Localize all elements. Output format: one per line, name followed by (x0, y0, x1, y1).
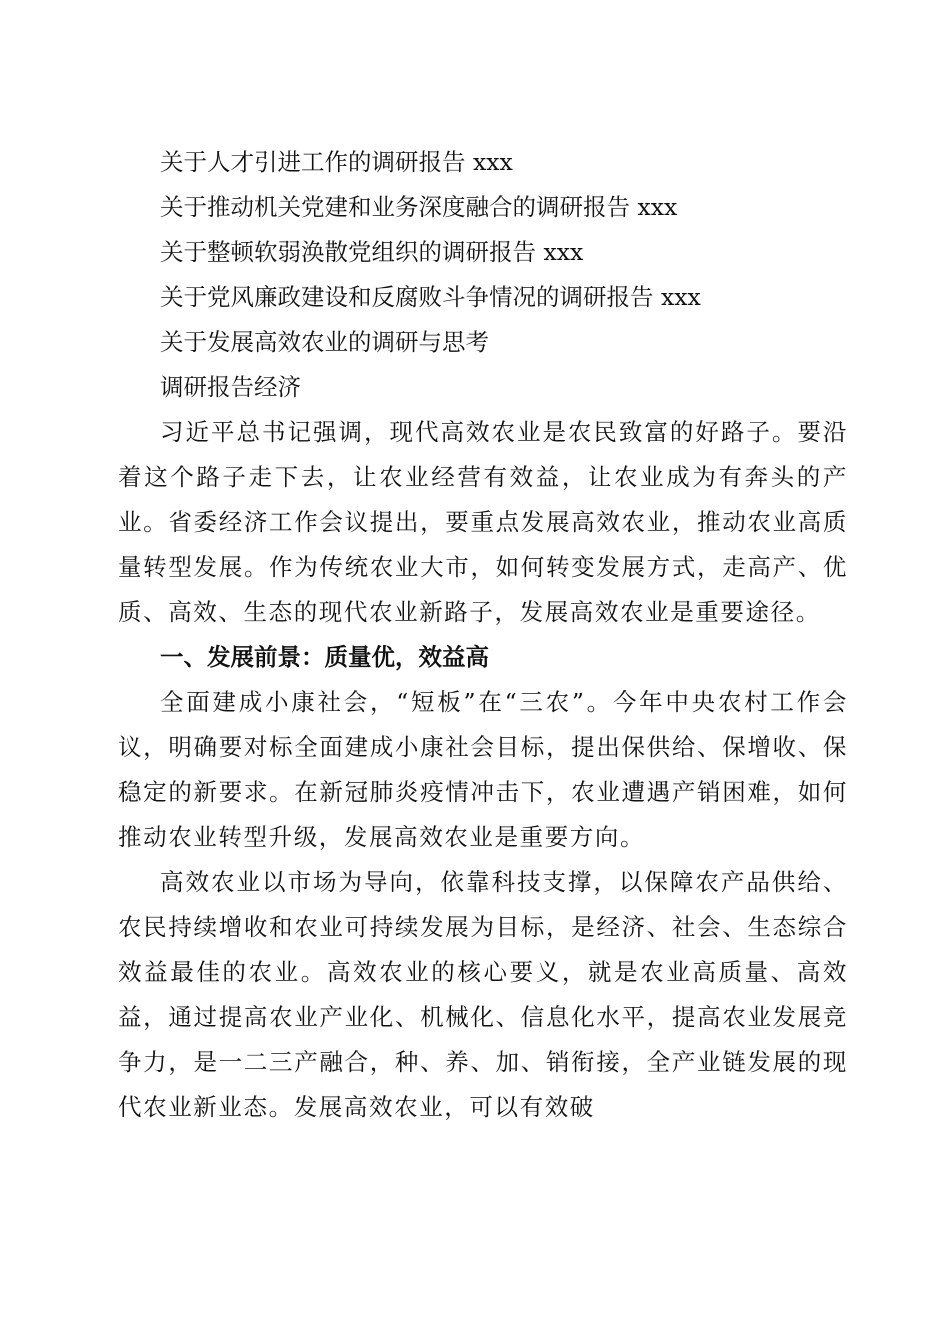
report-title-list (118, 140, 848, 410)
report-title-party-building: 关于推动机关党建和业务深度融合的调研报告 xxx (160, 193, 678, 221)
report-title-anti-corruption: 关于党风廉政建设和反腐败斗争情况的调研报告 xxx (160, 283, 701, 311)
body-paragraph: 高效农业以市场为导向，依靠科技支撑，以保障农产品供给、农民持续增收和农业可持续发展为目标，是经济、社会、生态综合效益最佳的农业。高效农业的核心要义，就是农业高质量、高效益，通过提高农业产业化、机械化、信息化水平，提高农业发展竞争力，是一二三产融合，种、养、加、销衔接，全产业链发展的现代农业新业态。发展高效农业，可以有效破 (118, 868, 848, 1121)
document-body (118, 140, 848, 1130)
body-paragraph: 全面建成小康社会，“短板”在“三农”。今年中央农村工作会议，明确要对标全面建成小康社会目标，提出保供给、保增收、保稳定的新要求。在新冠肺炎疫情冲击下，农业遭遇产销困难，如何推动农业转型升级，发展高效农业是重要方向。 (118, 688, 848, 851)
report-category: 调研报告经济 (160, 373, 301, 401)
intro-paragraph: 习近平总书记强调，现代高效农业是农民致富的好路子。要沿着这个路子走下去，让农业经营有效益，让农业成为有奔头的产业。省委经济工作会议提出，要重点发展高效农业，推动农业高质量转型发展。作为传统农业大市，如何转变发展方式，走高产、优质、高效、生态的现代农业新路子，发展高效农业是重要途径。 (118, 418, 848, 626)
section-heading: 一、发展前景：质量优，效益高 (160, 643, 489, 671)
report-title-talent: 关于人才引进工作的调研报告 xxx (160, 148, 513, 176)
report-title-party-organization: 关于整顿软弱涣散党组织的调研报告 xxx (160, 238, 584, 266)
report-title-agriculture: 关于发展高效农业的调研与思考 (160, 328, 489, 356)
